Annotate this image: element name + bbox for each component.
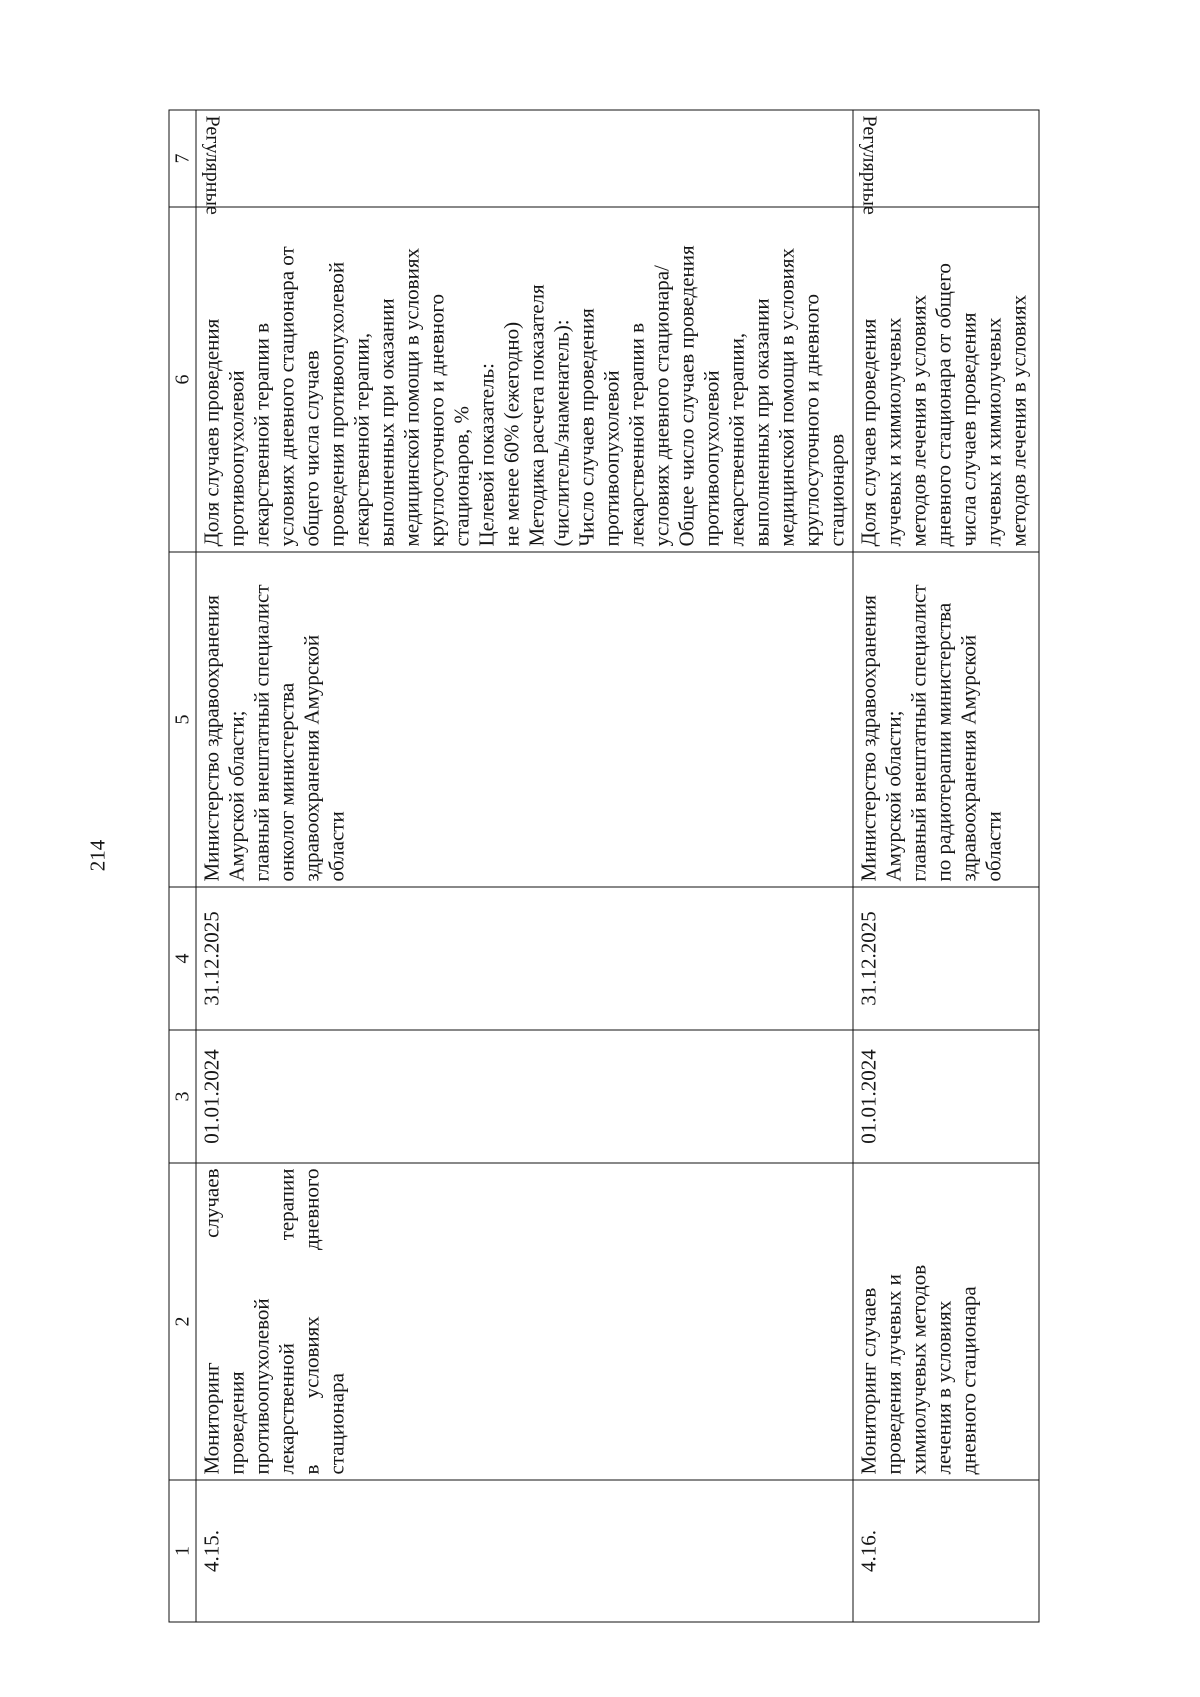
data-table (168, 109, 1039, 1622)
cell-end-date (853, 887, 1039, 1030)
cell-event (853, 1163, 1039, 1480)
cell-responsible (196, 552, 853, 887)
cell-end-date (196, 887, 853, 1030)
header-cell-6: 6 (169, 207, 196, 552)
cell-responsible (853, 552, 1039, 887)
indicator-text: Доля случаев проведения лучевых и химиолучевых методов лечения в условиях дневного стационара от общего числа случаев проведения лучевых и химиолучевых методов лечения в условиях (856, 262, 1030, 546)
row-number: 4.16. (856, 1529, 880, 1572)
event-line: лечения в условиях (931, 1300, 955, 1474)
header-cell-1: 1 (169, 1480, 196, 1622)
responsible-text: Министерство здравоохранения Амурской области; главный внештатный специалист по радиотерапии министерства здравоохранения Амурской области (856, 583, 1005, 881)
event-line: Мониторинг случаев (199, 1168, 223, 1474)
table-row (196, 110, 853, 1622)
event-line: химиолучевых методов (906, 1264, 930, 1474)
end-date: 31.12.2025 (199, 910, 223, 1006)
cell-frequency (196, 110, 853, 215)
event-line: проведения (224, 1370, 248, 1474)
cell-number (853, 1480, 1039, 1622)
event-line: противоопухолевой (249, 1297, 273, 1474)
header-cell-3: 3 (169, 1030, 196, 1163)
cell-frequency (853, 110, 1039, 215)
page-number: 214 (85, 839, 109, 871)
frequency-text: Регулярные (201, 115, 223, 215)
cell-start-date (853, 1030, 1039, 1163)
end-date: 31.12.2025 (856, 910, 880, 1006)
header-cell-2: 2 (169, 1163, 196, 1480)
row-number: 4.15. (199, 1529, 223, 1572)
event-line: Мониторинг случаев (856, 1287, 880, 1474)
header-row (169, 110, 196, 1622)
header-cell-5: 5 (169, 552, 196, 887)
event-line: дневного стационара (956, 1285, 980, 1474)
cell-number (196, 1480, 853, 1622)
event-line: проведения лучевых и (881, 1273, 905, 1474)
header-cell-7: 7 (169, 110, 196, 207)
cell-start-date (196, 1030, 853, 1163)
start-date: 01.01.2024 (856, 1048, 880, 1144)
cell-event (196, 1163, 853, 1480)
event-line: в условиях дневного (299, 1168, 323, 1474)
event-line: стационара (324, 1372, 348, 1474)
table-row (853, 110, 1039, 1622)
header-cell-4: 4 (169, 887, 196, 1030)
indicator-text: Доля случаев проведения противоопухолевой лекарственной терапии в условиях дневного стационара от общего числа случаев проведения противоопухолевой лекарственной терапии, выполненных при оказании медицинской помощи в условиях круглосуточного и дневного стационаров, % Целевой показатель: не менее 60% (ежегодно) Методика расчета показателя (числитель/знаменатель): Число случаев проведения противоопухолевой лекарственной терапии в условиях дневного стационара/ Общее число случаев проведения противоопухолевой лекарственной терапии, выполненных при оказании медицинской помощи в условиях круглосуточного и дневного стационаров (199, 244, 848, 546)
responsible-text: Министерство здравоохранения Амурской области; главный внештатный специалист онколог министерства здравоохранения Амурской области (199, 583, 348, 881)
cell-indicator (196, 207, 853, 552)
frequency-text: Регулярные (858, 115, 880, 215)
event-line: лекарственной терапии (274, 1168, 298, 1474)
cell-indicator (853, 207, 1039, 552)
start-date: 01.01.2024 (199, 1048, 223, 1144)
